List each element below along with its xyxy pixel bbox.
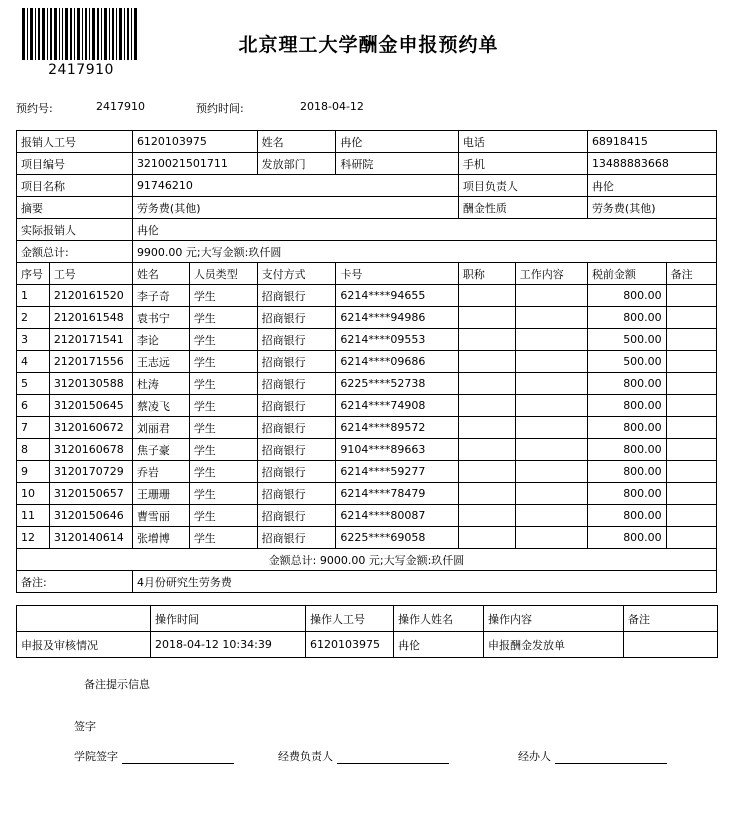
cell-cardno: 6214****59277	[336, 461, 459, 483]
cell-staffno: 3120130588	[49, 373, 132, 395]
cell-type: 学生	[189, 285, 257, 307]
audit-cell-operator-id: 6120103975	[306, 632, 394, 658]
project-name-value: 91746210	[132, 175, 458, 197]
col-header-remark: 备注	[666, 263, 716, 285]
cell-remark	[666, 439, 716, 461]
cell-amount: 500.00	[587, 329, 666, 351]
table-row	[17, 307, 717, 329]
cell-amount: 800.00	[587, 439, 666, 461]
cell-cardno: 6214****94655	[336, 285, 459, 307]
info-row-4	[17, 197, 717, 219]
cell-staffno: 2120171556	[49, 351, 132, 373]
cell-title	[458, 395, 515, 417]
info-row-5	[17, 219, 717, 241]
cell-type: 学生	[189, 329, 257, 351]
cell-paymethod: 招商银行	[257, 483, 336, 505]
audit-table	[16, 605, 718, 658]
cell-name: 杜涛	[132, 373, 189, 395]
cell-work	[515, 329, 587, 351]
cell-amount: 800.00	[587, 307, 666, 329]
cell-staffno: 2120171541	[49, 329, 132, 351]
col-header-type: 人员类型	[189, 263, 257, 285]
cell-seq: 3	[17, 329, 50, 351]
project-no-label: 项目编号	[17, 153, 133, 175]
col-header-staffno: 工号	[49, 263, 132, 285]
cell-paymethod: 招商银行	[257, 285, 336, 307]
cell-name: 曹雪丽	[132, 505, 189, 527]
signature-operator-line[interactable]	[555, 751, 667, 764]
col-header-work: 工作内容	[515, 263, 587, 285]
cell-cardno: 6214****74908	[336, 395, 459, 417]
cell-seq: 9	[17, 461, 50, 483]
notice-text: 备注提示信息	[84, 678, 150, 691]
cell-work	[515, 505, 587, 527]
audit-cell-time: 2018-04-12 10:34:39	[151, 632, 306, 658]
table-row	[17, 505, 717, 527]
cell-type: 学生	[189, 483, 257, 505]
booking-time-value: 2018-04-12	[300, 100, 364, 113]
table-remark-row	[17, 571, 717, 593]
cell-amount: 800.00	[587, 461, 666, 483]
project-name-label: 项目名称	[17, 175, 133, 197]
audit-row	[17, 632, 718, 658]
cell-title	[458, 417, 515, 439]
table-row	[17, 461, 717, 483]
audit-col-header-operator-id: 操作人工号	[306, 606, 394, 632]
cell-work	[515, 307, 587, 329]
abstract-value: 劳务费(其他)	[132, 197, 458, 219]
cell-title	[458, 505, 515, 527]
table-row	[17, 285, 717, 307]
name-value: 冉伦	[336, 131, 459, 153]
cell-amount: 800.00	[587, 373, 666, 395]
cell-work	[515, 527, 587, 549]
mobile-label: 手机	[458, 153, 587, 175]
cell-title	[458, 527, 515, 549]
cell-amount: 800.00	[587, 417, 666, 439]
cell-title	[458, 285, 515, 307]
booking-time-label: 预约时间:	[196, 102, 244, 115]
signature-row	[0, 748, 737, 770]
cell-paymethod: 招商银行	[257, 417, 336, 439]
cell-name: 蔡凌飞	[132, 395, 189, 417]
col-header-title: 职称	[458, 263, 515, 285]
cell-paymethod: 招商银行	[257, 373, 336, 395]
cell-seq: 4	[17, 351, 50, 373]
cell-paymethod: 招商银行	[257, 439, 336, 461]
cell-type: 学生	[189, 373, 257, 395]
cell-remark	[666, 373, 716, 395]
cell-work	[515, 285, 587, 307]
mobile-value: 13488883668	[587, 153, 716, 175]
barcode-number: 2417910	[48, 62, 114, 78]
cell-staffno: 3120160672	[49, 417, 132, 439]
table-row	[17, 373, 717, 395]
cell-cardno: 9104****89663	[336, 439, 459, 461]
cell-title	[458, 307, 515, 329]
table-row	[17, 329, 717, 351]
cell-paymethod: 招商银行	[257, 461, 336, 483]
audit-col-header-remark: 备注	[624, 606, 718, 632]
cell-seq: 7	[17, 417, 50, 439]
cell-staffno: 3120170729	[49, 461, 132, 483]
signature-title: 签字	[74, 720, 96, 733]
booking-line	[0, 100, 737, 126]
cell-seq: 6	[17, 395, 50, 417]
audit-cell-remark	[624, 632, 718, 658]
info-row-1	[17, 131, 717, 153]
cell-remark	[666, 505, 716, 527]
table-row	[17, 351, 717, 373]
cell-seq: 8	[17, 439, 50, 461]
cell-paymethod: 招商银行	[257, 307, 336, 329]
cell-work	[515, 461, 587, 483]
abstract-label: 摘要	[17, 197, 133, 219]
cell-work	[515, 373, 587, 395]
cell-remark	[666, 395, 716, 417]
applicant-id-label: 报销人工号	[17, 131, 133, 153]
signature-operator-label: 经办人	[518, 750, 551, 763]
audit-cell-operator-name: 冉伦	[394, 632, 484, 658]
cell-remark	[666, 351, 716, 373]
cell-seq: 2	[17, 307, 50, 329]
actual-value: 冉伦	[132, 219, 716, 241]
cell-name: 袁书宁	[132, 307, 189, 329]
cell-name: 王珊珊	[132, 483, 189, 505]
cell-work	[515, 417, 587, 439]
cell-staffno: 2120161520	[49, 285, 132, 307]
cell-amount: 800.00	[587, 395, 666, 417]
col-header-cardno: 卡号	[336, 263, 459, 285]
audit-header-row	[17, 606, 718, 632]
cell-title	[458, 329, 515, 351]
cell-staffno: 3120150646	[49, 505, 132, 527]
cell-remark	[666, 417, 716, 439]
audit-col-header-time: 操作时间	[151, 606, 306, 632]
cell-amount: 500.00	[587, 351, 666, 373]
cell-type: 学生	[189, 505, 257, 527]
cell-seq: 1	[17, 285, 50, 307]
cell-seq: 10	[17, 483, 50, 505]
cell-title	[458, 351, 515, 373]
cell-paymethod: 招商银行	[257, 395, 336, 417]
signature-funds-line[interactable]	[337, 751, 449, 764]
project-owner-label: 项目负责人	[458, 175, 587, 197]
cell-type: 学生	[189, 439, 257, 461]
cell-seq: 12	[17, 527, 50, 549]
cell-name: 李论	[132, 329, 189, 351]
table-row	[17, 527, 717, 549]
cell-remark	[666, 483, 716, 505]
cell-seq: 11	[17, 505, 50, 527]
cell-work	[515, 483, 587, 505]
audit-col-header-operator-name: 操作人姓名	[394, 606, 484, 632]
page-title: 北京理工大学酬金申报预约单	[238, 34, 499, 56]
cell-remark	[666, 307, 716, 329]
signature-college-line[interactable]	[122, 751, 234, 764]
cell-name: 王志远	[132, 351, 189, 373]
cell-seq: 5	[17, 373, 50, 395]
dept-label: 发放部门	[257, 153, 336, 175]
cell-cardno: 6225****69058	[336, 527, 459, 549]
project-owner-value: 冉伦	[587, 175, 716, 197]
audit-col-header-blank	[17, 606, 151, 632]
table-row	[17, 395, 717, 417]
cell-staffno: 3120140614	[49, 527, 132, 549]
dept-value: 科研院	[336, 153, 459, 175]
cell-cardno: 6214****80087	[336, 505, 459, 527]
col-header-amount: 税前金额	[587, 263, 666, 285]
signature-funds-label: 经费负责人	[278, 750, 333, 763]
cell-name: 焦子豪	[132, 439, 189, 461]
document-header	[0, 0, 737, 92]
table-remark-label: 备注:	[17, 571, 133, 593]
actual-label: 实际报销人	[17, 219, 133, 241]
cell-title	[458, 483, 515, 505]
cell-staffno: 2120161548	[49, 307, 132, 329]
cell-amount: 800.00	[587, 527, 666, 549]
pay-nature-value: 劳务费(其他)	[587, 197, 716, 219]
cell-work	[515, 351, 587, 373]
cell-type: 学生	[189, 461, 257, 483]
cell-amount: 800.00	[587, 505, 666, 527]
cell-work	[515, 395, 587, 417]
cell-remark	[666, 461, 716, 483]
booking-no-label: 预约号:	[16, 102, 53, 115]
cell-type: 学生	[189, 527, 257, 549]
project-no-value: 3210021501711	[132, 153, 257, 175]
signature-operator	[518, 748, 667, 764]
audit-cell-action: 申报酬金发放单	[484, 632, 624, 658]
cell-paymethod: 招商银行	[257, 351, 336, 373]
cell-title	[458, 439, 515, 461]
table-footer-total: 金额总计: 9000.00 元;大写金额:玖仟圆	[17, 549, 717, 571]
booking-no-value: 2417910	[96, 100, 145, 113]
pay-nature-label: 酬金性质	[458, 197, 587, 219]
cell-cardno: 6214****78479	[336, 483, 459, 505]
cell-staffno: 3120150657	[49, 483, 132, 505]
cell-amount: 800.00	[587, 483, 666, 505]
col-header-seq: 序号	[17, 263, 50, 285]
table-footer-total-row	[17, 549, 717, 571]
info-row-2	[17, 153, 717, 175]
cell-cardno: 6214****89572	[336, 417, 459, 439]
audit-col-header-action: 操作内容	[484, 606, 624, 632]
cell-type: 学生	[189, 351, 257, 373]
total-value: 9900.00 元;大写金额:玖仟圆	[132, 241, 716, 263]
cell-work	[515, 439, 587, 461]
cell-type: 学生	[189, 307, 257, 329]
cell-staffno: 3120150645	[49, 395, 132, 417]
name-label: 姓名	[257, 131, 336, 153]
cell-title	[458, 373, 515, 395]
table-remark-value: 4月份研究生劳务费	[132, 571, 716, 593]
info-row-3	[17, 175, 717, 197]
audit-row-label: 申报及审核情况	[17, 632, 151, 658]
cell-name: 张增博	[132, 527, 189, 549]
table-row	[17, 483, 717, 505]
cell-cardno: 6214****09553	[336, 329, 459, 351]
cell-paymethod: 招商银行	[257, 329, 336, 351]
cell-name: 李子奇	[132, 285, 189, 307]
cell-type: 学生	[189, 395, 257, 417]
cell-paymethod: 招商银行	[257, 505, 336, 527]
cell-cardno: 6225****52738	[336, 373, 459, 395]
cell-paymethod: 招商银行	[257, 527, 336, 549]
cell-cardno: 6214****94986	[336, 307, 459, 329]
col-header-paymethod: 支付方式	[257, 263, 336, 285]
cell-staffno: 3120160678	[49, 439, 132, 461]
signature-college	[74, 748, 234, 764]
table-row	[17, 439, 717, 461]
cell-name: 刘丽君	[132, 417, 189, 439]
col-header-name: 姓名	[132, 263, 189, 285]
applicant-id-value: 6120103975	[132, 131, 257, 153]
signature-funds	[278, 748, 449, 764]
cell-remark	[666, 527, 716, 549]
cell-remark	[666, 329, 716, 351]
cell-remark	[666, 285, 716, 307]
table-header-row	[17, 263, 717, 285]
cell-title	[458, 461, 515, 483]
table-row	[17, 417, 717, 439]
total-label: 金额总计:	[17, 241, 133, 263]
info-row-total	[17, 241, 717, 263]
cell-cardno: 6214****09686	[336, 351, 459, 373]
phone-label: 电话	[458, 131, 587, 153]
cell-amount: 800.00	[587, 285, 666, 307]
cell-type: 学生	[189, 417, 257, 439]
phone-value: 68918415	[587, 131, 716, 153]
cell-name: 乔岩	[132, 461, 189, 483]
signature-college-label: 学院签字	[74, 750, 118, 763]
main-table	[16, 130, 717, 593]
